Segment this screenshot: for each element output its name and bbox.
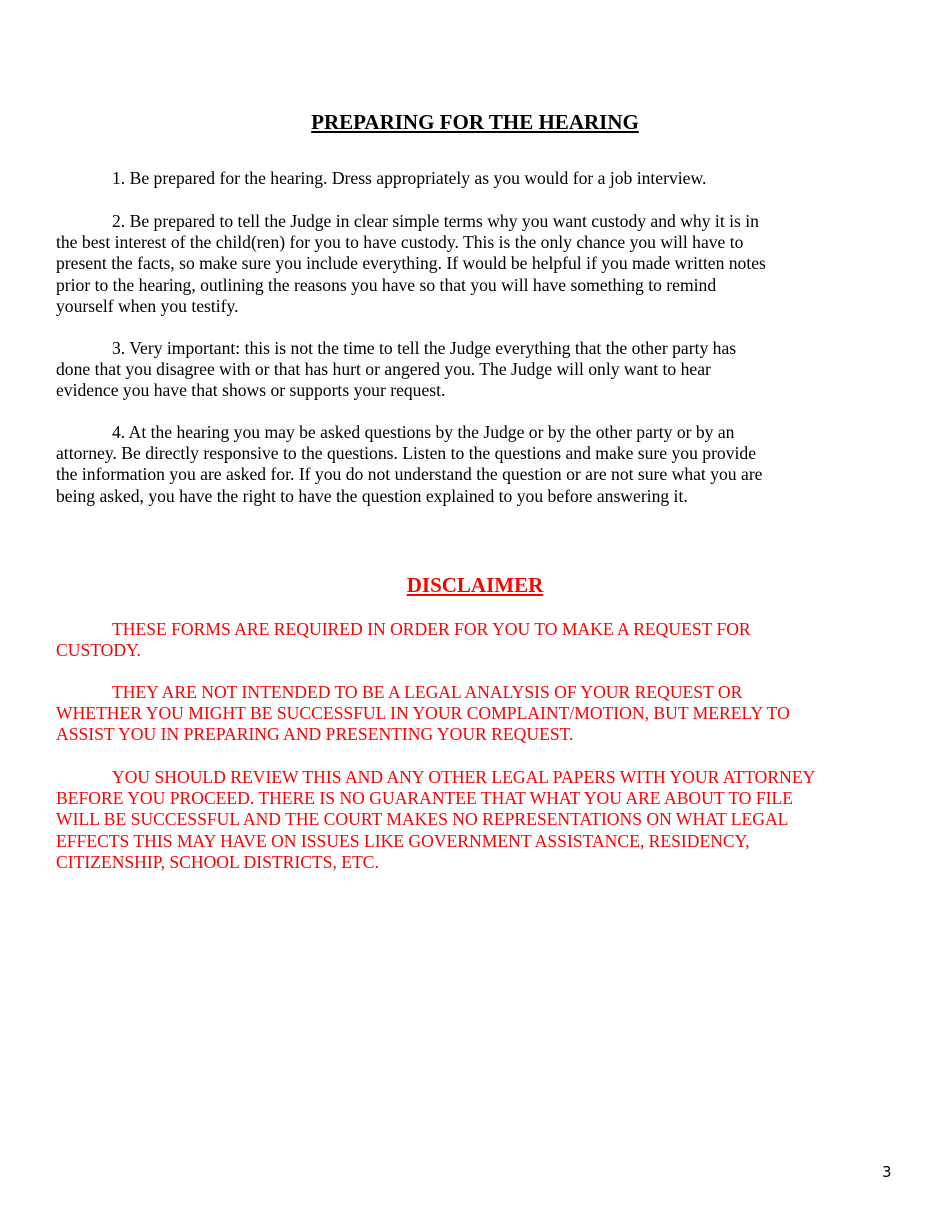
hearing-item-4-line-1: 4. At the hearing you may be asked questions by the Judge or by the other party or by an [112,422,735,442]
hearing-item-3-line-3: evidence you have that shows or supports your request. [56,380,446,401]
hearing-item-4-line-2: attorney. Be directly responsive to the questions. Listen to the questions and make sure you provide [56,443,757,464]
hearing-item-3-line-1: 3. Very important: this is not the time to tell the Judge everything that the other party has [112,338,737,358]
disclaimer-paragraph-2-line-2: WHETHER YOU MIGHT BE SUCCESSFUL IN YOUR COMPLAINT/MOTION, BUT MERELY TO [56,703,790,724]
hearing-item-2-line-1: 2. Be prepared to tell the Judge in clear simple terms why you want custody and why it is in [112,211,759,231]
hearing-item-4 [56,422,894,507]
disclaimer-paragraph-2-line-1: THEY ARE NOT INTENDED TO BE A LEGAL ANALYSIS OF YOUR REQUEST OR [112,682,743,702]
hearing-item-3-line-2: done that you disagree with or that has hurt or angered you. The Judge will only want to hear [56,359,711,380]
disclaimer-paragraph-1-line-2: CUSTODY. [56,640,141,661]
hearing-item-1 [56,168,894,189]
hearing-item-4-line-3: the information you are asked for. If you do not understand the question or are not sure what you are [56,464,763,485]
hearing-item-2-line-5: yourself when you testify. [56,295,239,316]
hearing-section-title: PREPARING FOR THE HEARING [311,110,639,134]
disclaimer-paragraph-3-line-1: YOU SHOULD REVIEW THIS AND ANY OTHER LEGAL PAPERS WITH YOUR ATTORNEY [112,767,816,787]
disclaimer-paragraph-3-line-2: BEFORE YOU PROCEED. THERE IS NO GUARANTEE THAT WHAT YOU ARE ABOUT TO FILE [56,788,794,809]
hearing-item-4-line-4: being asked, you have the right to have the question explained to you before answering it. [56,485,688,506]
hearing-item-2-line-2: the best interest of the child(ren) for you to have custody. This is the only chance you will have to [56,232,744,253]
disclaimer-paragraph-2 [56,682,894,746]
disclaimer-paragraph-1-line-1: THESE FORMS ARE REQUIRED IN ORDER FOR YOU TO MAKE A REQUEST FOR [112,619,751,639]
hearing-item-2-line-3: present the facts, so make sure you include everything. If would be helpful if you made written notes [56,253,766,274]
disclaimer-paragraph-3-line-5: CITIZENSHIP, SCHOOL DISTRICTS, ETC. [56,851,379,872]
hearing-item-3 [56,338,894,402]
page-number: 3 [882,1163,892,1181]
disclaimer-paragraph-3-line-3: WILL BE SUCCESSFUL AND THE COURT MAKES NO REPRESENTATIONS ON WHAT LEGAL [56,809,789,830]
disclaimer-paragraph-3-line-4: EFFECTS THIS MAY HAVE ON ISSUES LIKE GOVERNMENT ASSISTANCE, RESIDENCY, [56,830,750,851]
disclaimer-section-title: DISCLAIMER [406,573,544,597]
disclaimer-paragraph-3 [56,767,894,873]
disclaimer-paragraph-1 [56,619,894,661]
hearing-item-1-line-1: 1. Be prepared for the hearing. Dress appropriately as you would for a job interview. [112,168,707,188]
hearing-item-2 [56,211,894,317]
disclaimer-paragraph-2-line-3: ASSIST YOU IN PREPARING AND PRESENTING YOUR REQUEST. [56,724,574,745]
hearing-item-2-line-4: prior to the hearing, outlining the reasons you have so that you will have something to remind [56,274,717,295]
